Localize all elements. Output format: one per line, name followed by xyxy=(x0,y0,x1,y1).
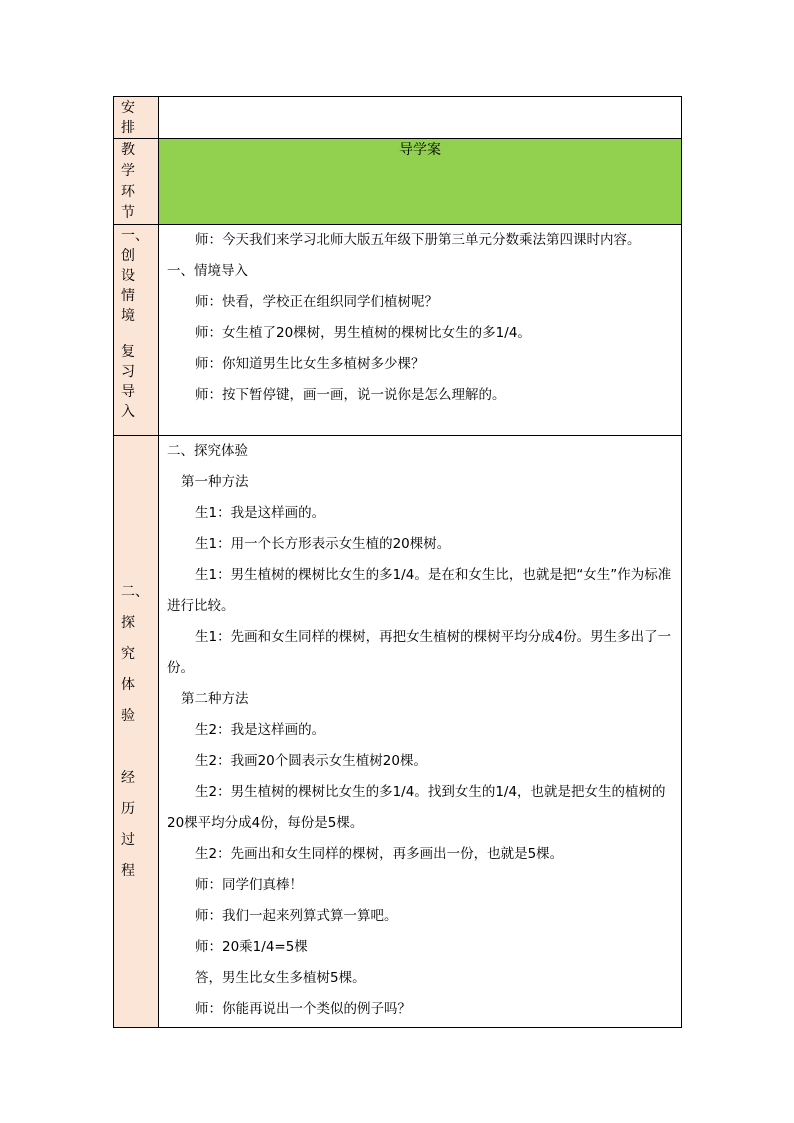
content-cell-arrange xyxy=(159,97,682,139)
paragraph: 生2：男生植树的棵树比女生的多1/4。找到女生的1/4，也就是把女生的植树的20棵平均分成4份，每份是5棵。 xyxy=(167,784,666,831)
paragraph: 生2：我是这样画的。 xyxy=(195,722,326,738)
vertical-label-explore xyxy=(114,576,158,887)
label-char: 程 xyxy=(121,863,135,879)
label-char: 节 xyxy=(121,205,135,221)
label-char: 究 xyxy=(121,646,135,662)
method-heading: 第一种方法 xyxy=(181,474,249,490)
label-char: 排 xyxy=(121,120,135,136)
label-char: 验 xyxy=(121,708,135,724)
paragraph: 师：女生植了20棵树，男生植树的棵树比女生的多1/4。 xyxy=(195,325,531,341)
label-char: 复 xyxy=(121,344,135,360)
method-heading: 第二种方法 xyxy=(181,691,249,707)
label-char: 创 xyxy=(121,248,135,264)
header-cell xyxy=(159,139,682,225)
vertical-label-arrange xyxy=(114,97,158,138)
label-char: 设 xyxy=(121,268,135,284)
label-cell-intro xyxy=(114,225,159,436)
content-cell-explore xyxy=(159,436,682,1028)
label-char: 习 xyxy=(121,364,135,380)
label-char: 过 xyxy=(121,832,135,848)
label-cell-arrange xyxy=(114,97,159,139)
paragraph: 师：你知道男生比女生多植树多少棵？ xyxy=(195,356,425,372)
row-arrange xyxy=(114,97,682,139)
paragraph: 生2：我画20个圆表示女生植树20棵。 xyxy=(195,753,427,769)
vertical-label-header xyxy=(114,139,158,224)
paragraph: 师：你能再说出一个类似的例子吗？ xyxy=(195,1001,411,1017)
label-gap xyxy=(121,326,158,342)
label-char: 环 xyxy=(121,184,135,200)
paragraph: 生1：用一个长方形表示女生植的20棵树。 xyxy=(195,536,451,552)
label-char: 安 xyxy=(121,100,135,116)
label-gap xyxy=(121,732,158,763)
label-char: 探 xyxy=(121,615,135,631)
label-char: 体 xyxy=(121,677,135,693)
label-char: 导 xyxy=(121,384,135,400)
label-char: 情 xyxy=(121,288,135,304)
label-char: 经 xyxy=(121,770,135,786)
paragraph: 生1：男生植树的棵树比女生的多1/4。是在和女生比，也就是把“女生”作为标准进行比较。 xyxy=(167,567,672,614)
paragraph: 答，男生比女生多植树5棵。 xyxy=(195,970,366,986)
section-heading: 一、情境导入 xyxy=(167,263,248,279)
paragraph: 生2：先画出和女生同样的棵树，再多画出一份，也就是5棵。 xyxy=(195,846,564,862)
paragraph: 生1：我是这样画的。 xyxy=(195,505,326,521)
label-cell-explore xyxy=(114,436,159,1028)
paragraph: 师：快看，学校正在组织同学们植树呢？ xyxy=(195,294,438,310)
label-cell-header xyxy=(114,139,159,225)
paragraph: 师：按下暂停键，画一画，说一说你是怎么理解的。 xyxy=(195,387,506,403)
vertical-label-intro xyxy=(114,225,158,422)
label-char: 教 xyxy=(121,142,135,158)
lesson-plan-table xyxy=(113,96,682,1028)
row-intro xyxy=(114,225,682,436)
label-char: 二、 xyxy=(121,584,149,600)
paragraph: 生1：先画和女生同样的棵树，再把女生植树的棵树平均分成4份。男生多出了一份。 xyxy=(167,629,672,676)
label-char: 历 xyxy=(121,801,135,817)
paragraph: 师：我们一起来列算式算一算吧。 xyxy=(195,908,398,924)
paragraph: 师：20乘1/4=5棵 xyxy=(195,939,308,955)
label-char: 境 xyxy=(121,308,135,324)
label-char: 入 xyxy=(121,404,135,420)
header-title: 导学案 xyxy=(399,142,441,158)
row-header xyxy=(114,139,682,225)
paragraph: 师：同学们真棒！ xyxy=(195,877,303,893)
label-char: 学 xyxy=(121,163,135,179)
paragraph: 师：今天我们来学习北师大版五年级下册第三单元分数乘法第四课时内容。 xyxy=(195,232,641,248)
section-heading: 二、探究体验 xyxy=(167,443,248,459)
row-explore xyxy=(114,436,682,1028)
label-char: 一、 xyxy=(121,228,149,244)
content-cell-intro xyxy=(159,225,682,436)
